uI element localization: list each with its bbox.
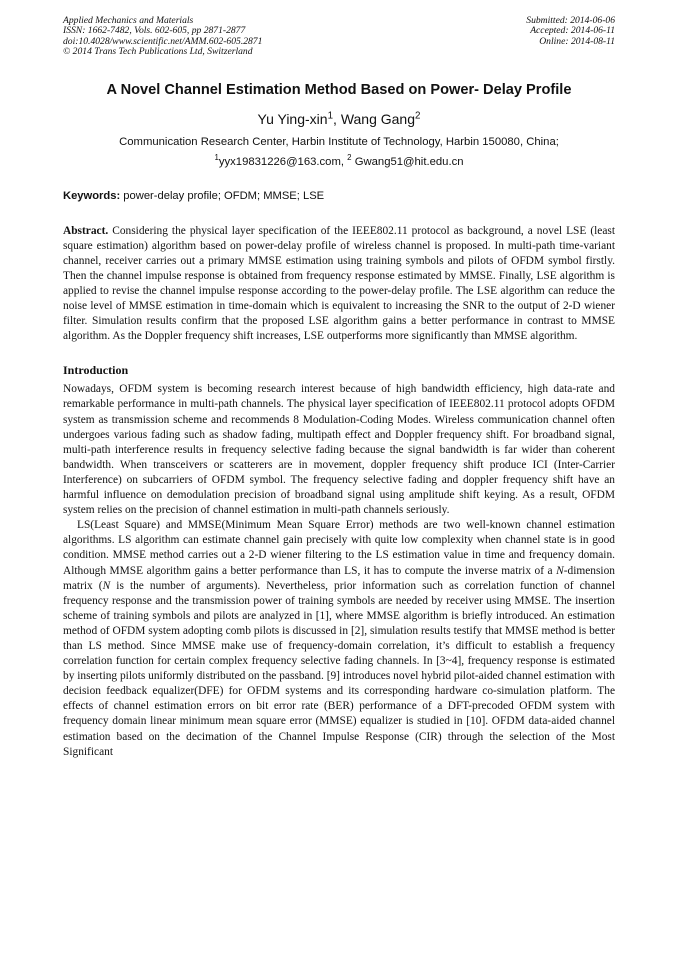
abstract-label: Abstract. — [63, 224, 109, 237]
journal-info — [63, 16, 262, 58]
journal-header — [63, 16, 615, 58]
intro-p2-text-a: LS(Least Square) and MMSE(Minimum Mean Square Error) methods are two well-known channel estimation algorithms. LS algorithm can estimate channel gain precisely with quite low complexity when channel state is in good condition. MMSE method carries out a 2-D wiener filtering to the LS estimation value in time and frequency domain. Although MMSE algorithm gains a better performance than LS, it has to compute the inverse matrix of a — [63, 519, 615, 577]
journal-name: Applied Mechanics and Materials — [63, 15, 194, 26]
author-1: Yu Ying-xin — [257, 110, 328, 127]
author-line — [63, 111, 615, 127]
abstract — [63, 224, 615, 345]
journal-doi: doi:10.4028/www.scientific.net/AMM.602-605.2871 — [63, 35, 263, 47]
intro-paragraph-2 — [63, 518, 615, 760]
affiliation: Communication Research Center, Harbin Institute of Technology, Harbin 150080, China; — [119, 135, 559, 148]
intro-p2-var-n2: N — [102, 579, 111, 592]
section-heading-introduction: Introduction — [63, 363, 129, 378]
keywords-text: power-delay profile; OFDM; MMSE; LSE — [120, 189, 325, 202]
intro-p2-text-b: -dimension matrix ( — [63, 564, 615, 592]
email-1-mark: 1 — [214, 152, 219, 162]
keywords — [63, 190, 615, 202]
author-1-affil-mark: 1 — [327, 109, 334, 121]
submission-dates — [526, 16, 615, 58]
keywords-label: Keywords: — [63, 189, 121, 202]
submitted-date: Submitted: 2014-06-06 — [526, 15, 615, 26]
author-2: Wang Gang — [340, 110, 416, 127]
accepted-date: Accepted: 2014-06-11 — [530, 25, 615, 37]
online-date: Online: 2014-08-11 — [539, 35, 615, 47]
intro-p2-text-c: is the number of arguments). Nevertheless, prior information such as correlation function of channel frequency response and the transmission power of training symbols are needed by receiver using MMSE. The insertion scheme of training symbols and pilots are analyzed in [1], where MMSE algorithm is briefly introduced. An estimation method of OFDM system adopting comb pilots is discussed in [2], simulation results testify that MMSE method is better than LS method. Since MMSE make use of frequency-domain correlation, it’s difficult to establish a frequency correlation function for certain complex frequency selective fading channels. In [3~4], frequency response is estimated by inserting pilots uniformly distributed on the passband. [9] introduces novel hybrid pilot-aided channel estimation with decision feedback equalizer(DFE) for OFDM systems and its corresponding hardware co-simulation platform. The effects of channel estimation errors on bit error rate (BER) performance of a DFT-precoded OFDM system with frequency domain linear minimum mean square error (MMSE) equalizer is studied in [10]. OFDM data-aided channel estimation based on the decimation of the Channel Impulse Response (CIR) through the selection of the Most Significant — [63, 579, 616, 758]
journal-issn: ISSN: 1662-7482, Vols. 602-605, pp 2871-2877 — [63, 25, 246, 37]
email-2-mark: 2 — [347, 152, 352, 162]
journal-copyright: © 2014 Trans Tech Publications Ltd, Switzerland — [63, 46, 253, 58]
paper-title: A Novel Channel Estimation Method Based on Power- Delay Profile — [106, 81, 572, 98]
email-2: Gwang51@hit.edu.cn — [351, 155, 464, 168]
author-separator: , — [333, 110, 341, 127]
abstract-text: Considering the physical layer specification of the IEEE802.11 protocol as background, a novel LSE (least square estimation) algorithm based on power-delay profile of wireless channel is proposed. In multi-path time-variant channel, receiver carries out a primary MMSE estimation using training symbols and pilots of OFDM symbol firstly. Then the channel impulse response is obtained from frequency response estimated by MMSE. Finally, LSE algorithm is applied to revise the channel impulse response according to the power-delay profile. The LSE algorithm can reduce the noise level of MMSE estimation in time-domain which is equivalent to increasing the SNR to the output of 2-D wiener filter. Simulation results confirm that the proposed LSE algorithm gains a better performance in contrast to MMSE algorithm. As the Doppler frequency shift increases, LSE outperforms more significantly than MMSE algorithm. — [63, 224, 615, 343]
email-line — [63, 152, 615, 168]
intro-p2-var-n1: N — [556, 564, 564, 577]
intro-paragraph-1: Nowadays, OFDM system is becoming research interest because of high bandwidth efficiency, high data-rate and remarkable performance in multi-path channels. The physical layer specification of IEEE802.11 protocol adopts OFDM system as transmission scheme and recommends 8 Modulation-Coding Modes. Wireless communication channel often undergoes various fading such as shadow fading, multipath effect and Doppler frequency shift. For broadband signal, multi-path interference results in frequency selective fading because the signal bandwidth is far wider than coherent bandwidth. When transceivers or scatterers are in movement, doppler frequency shift produce ICI (Inter-Carrier Interference) on subcarriers of OFDM symbol. The frequency selective fading and doppler frequency shift have an harmful influence on demodulation precision of broadband signal using amplitude shift keying. As a result, OFDM system relies on the precision of channel estimation in multi-path channels seriously. — [63, 383, 615, 517]
author-2-affil-mark: 2 — [415, 109, 421, 121]
email-1: yyx19831226@163.com, — [218, 155, 348, 168]
